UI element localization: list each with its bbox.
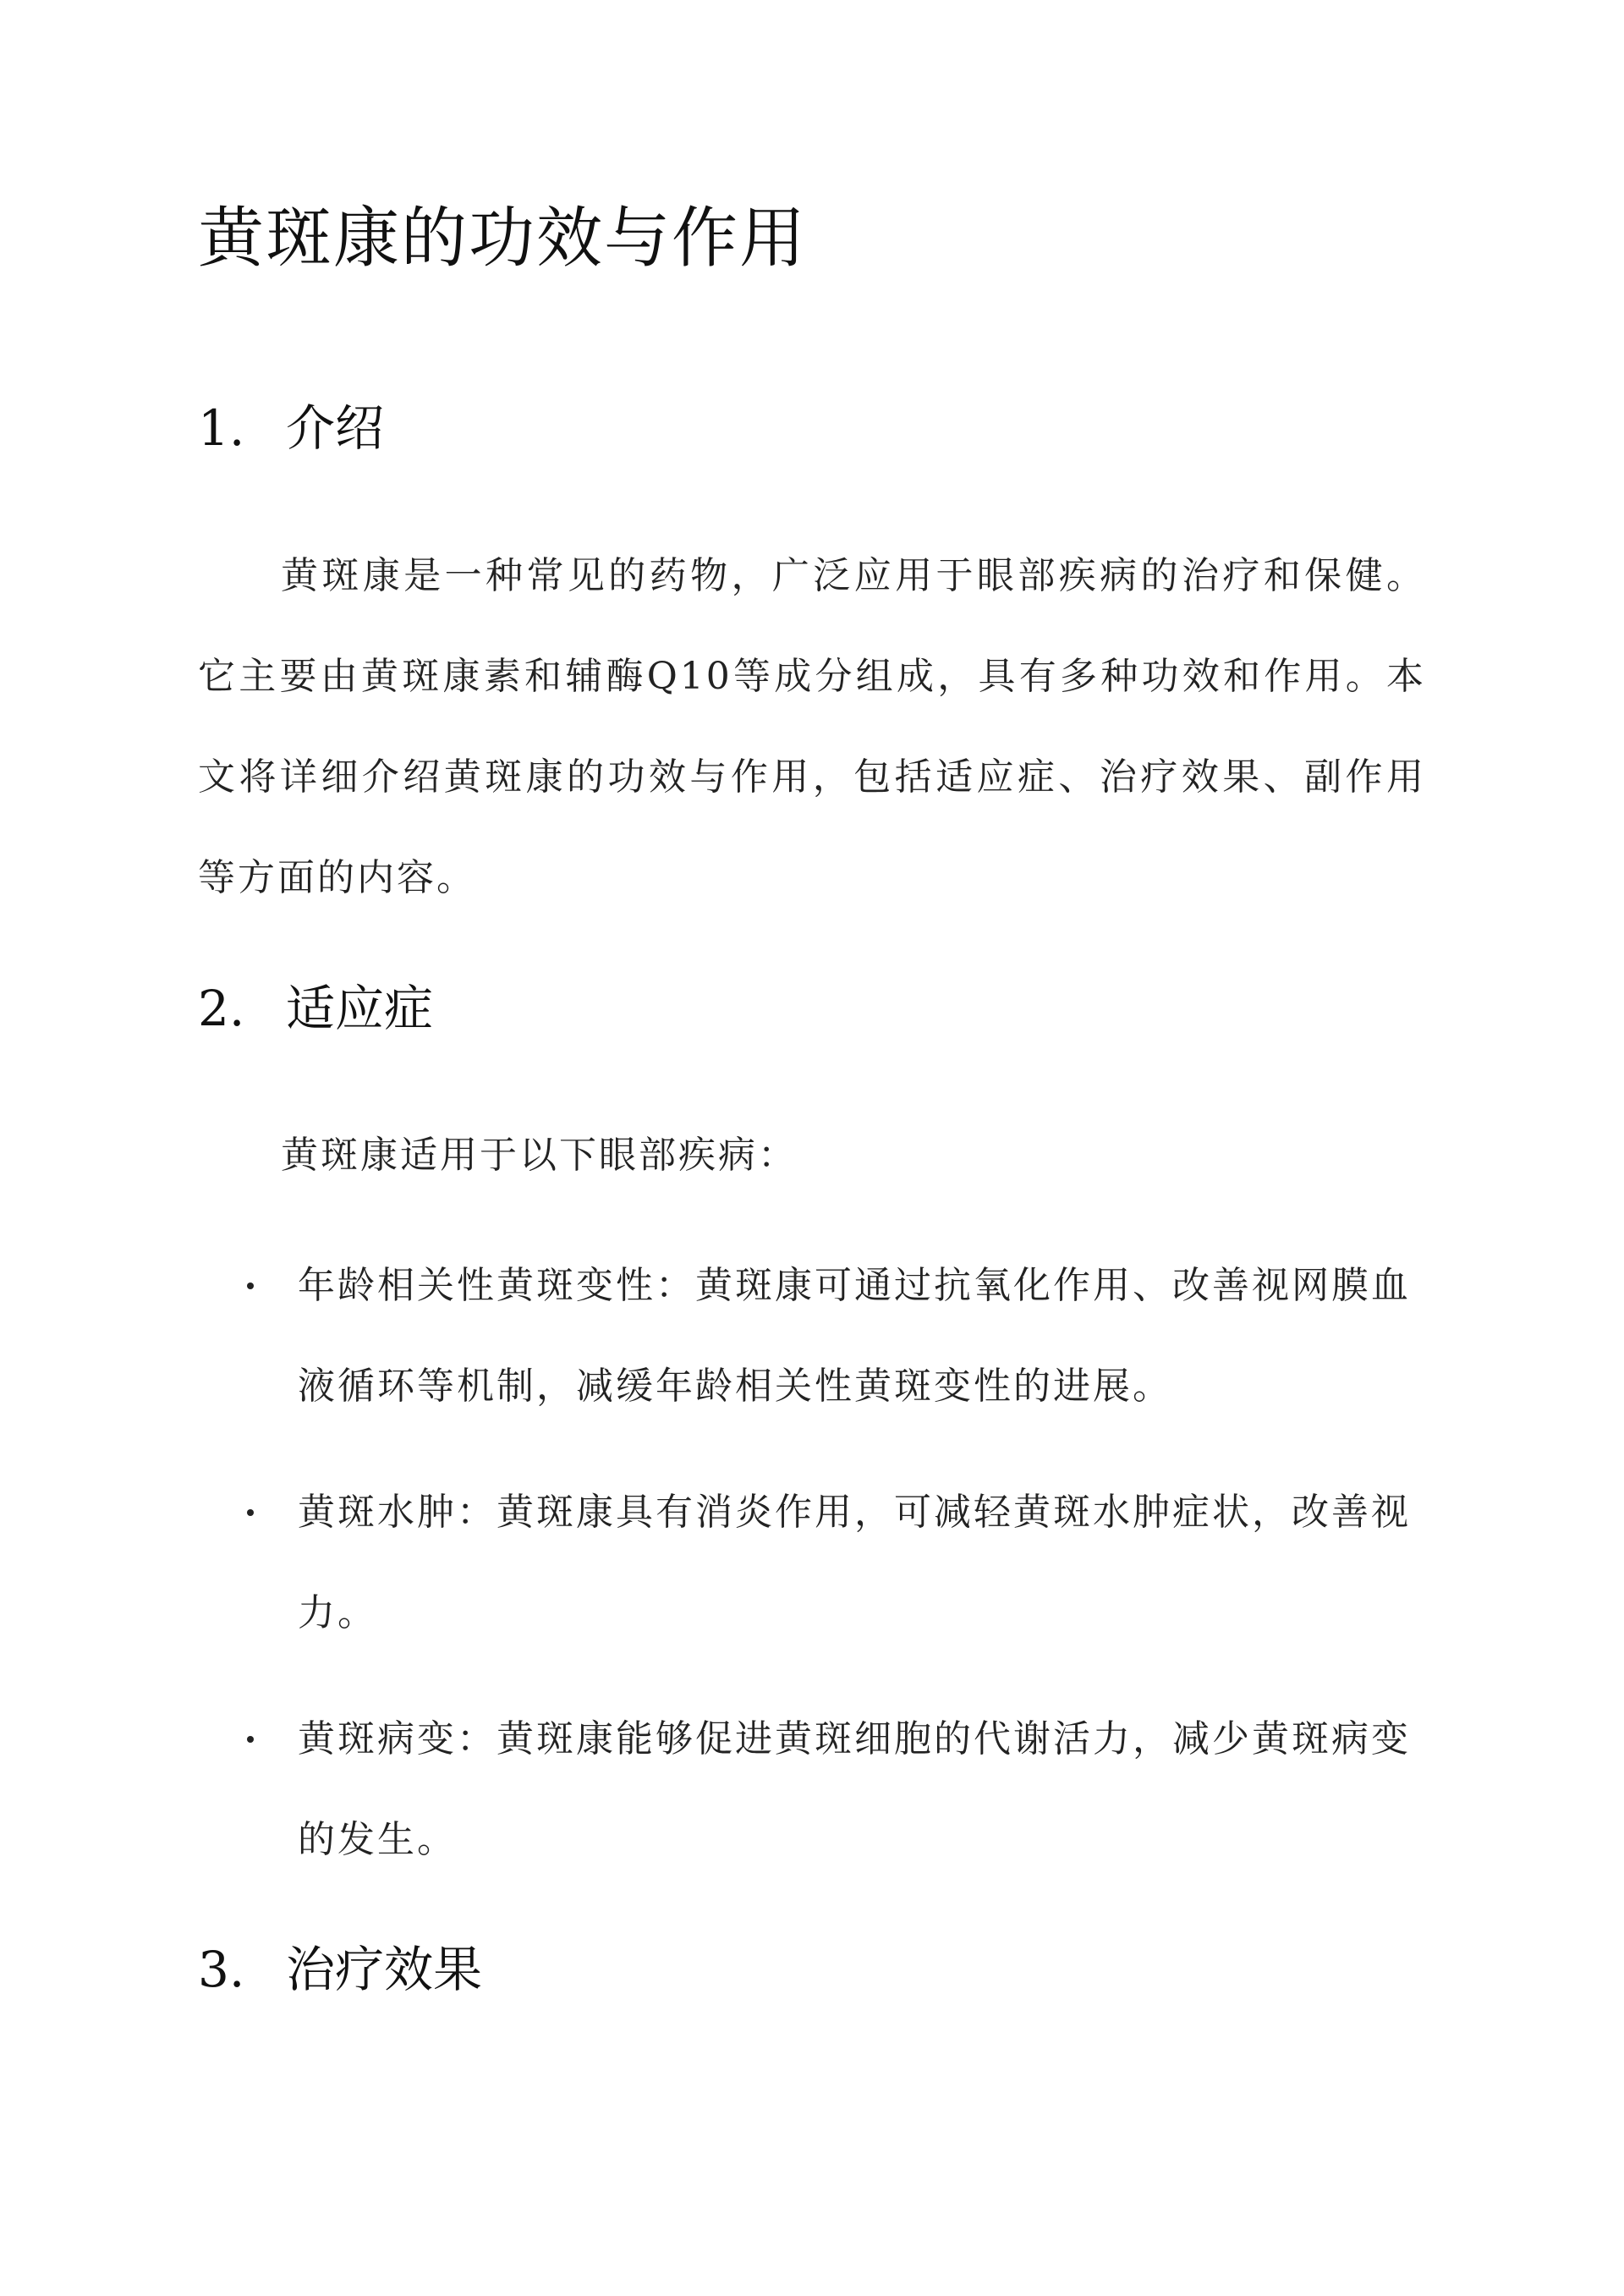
list-item bbox=[198, 1235, 1433, 1436]
list-item-text: 黄斑病变：黄斑康能够促进黄斑细胞的代谢活力，减少黄斑病变的发生。 bbox=[298, 1717, 1411, 1861]
bullet-icon bbox=[247, 1736, 254, 1743]
list-item-text: 年龄相关性黄斑变性：黄斑康可通过抗氧化作用、改善视网膜血液循环等机制，减缓年龄相关性黄斑变性的进展。 bbox=[298, 1264, 1411, 1408]
indications-intro: 黄斑康适用于以下眼部疾病： bbox=[281, 1134, 798, 1177]
section-heading-treatment-effects bbox=[198, 1936, 482, 2003]
list-item bbox=[198, 1462, 1433, 1663]
bullet-icon bbox=[247, 1509, 254, 1516]
section-heading-intro bbox=[198, 394, 384, 462]
indications-list bbox=[198, 1235, 1433, 1915]
list-item-text: 黄斑水肿：黄斑康具有消炎作用，可减轻黄斑水肿症状，改善视力。 bbox=[298, 1491, 1411, 1634]
section-number: 3. bbox=[198, 1941, 245, 1998]
section-number: 1. bbox=[198, 399, 245, 457]
bullet-icon bbox=[247, 1283, 254, 1289]
section-number: 2. bbox=[198, 980, 245, 1037]
intro-paragraph: 黄斑康是一种常见的药物，广泛应用于眼部疾病的治疗和保健。它主要由黄斑康素和辅酶Q10等成分组成，具有多种功效和作用。本文将详细介绍黄斑康的功效与作用，包括适应症、治疗效果、副作用等方面的内容。 bbox=[198, 554, 1426, 899]
list-item bbox=[198, 1689, 1433, 1890]
section-heading-indications bbox=[198, 975, 433, 1042]
document-title: 黄斑康的功效与作用 bbox=[198, 200, 808, 277]
section-heading-text: 介绍 bbox=[286, 399, 385, 457]
section-heading-text: 治疗效果 bbox=[286, 1941, 483, 1998]
section-heading-text: 适应症 bbox=[286, 980, 434, 1037]
